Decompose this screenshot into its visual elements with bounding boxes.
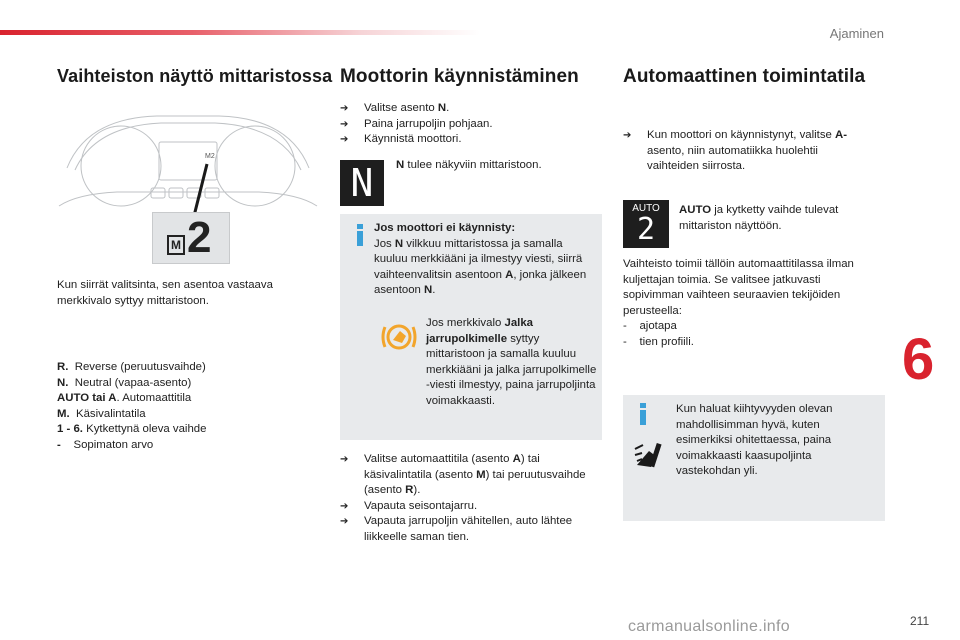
display-mode-letter: M (167, 235, 185, 255)
auto-explanation: Vaihteisto toimii tällöin automaattitilassa ilman kuljettajan toimia. Se valitsee jatkuvasti sopivimman vaihteen seuraavien tekijöiden perusteella: - ajotapa - tien profiili. (623, 257, 881, 350)
drive-off-steps (340, 452, 602, 545)
page-number: 211 (910, 614, 930, 628)
watermark: carmanualsonline.info (628, 618, 790, 635)
info-icon (635, 403, 651, 425)
legend-item-r: R. Reverse (peruutusvaihde) (57, 361, 206, 373)
svg-text:M2: M2 (205, 153, 215, 160)
display-gear-number: 2 (187, 213, 212, 262)
auto-step: ➔ Kun moottori on käynnistynyt, valitse A-asento, niin automatiikka huolehtii vaihteiden siirrosta. (623, 129, 848, 172)
auto-display (623, 200, 669, 248)
arrow-bullet-icon: ➔ (340, 454, 349, 465)
auto-display-label: AUTO (632, 203, 660, 214)
section-name: Ajaminen (829, 26, 884, 41)
accelerator-foot-icon (633, 439, 667, 471)
kickdown-text: Kun haluat kiihtyvyyden olevan mahdollisimman hyvä, kuten esimerkiksi ohitettaessa, paina voimakkaasti kaasupoljinta vastekohdan yli. (676, 403, 833, 477)
start-step-3: ➔ Käynnistä moottori. (340, 132, 590, 148)
col1-intro: Kun siirrät valitsinta, sen asentoa vastaava merkkivalo syttyy mittaristoon. (57, 279, 273, 307)
gear-display-closeup (152, 212, 230, 264)
legend-item-m: M. Käsivalintatila (57, 407, 146, 420)
drive-step-2: ➔ Vapauta seisontajarru. (340, 499, 602, 515)
arrow-bullet-icon: ➔ (340, 516, 349, 527)
instrument-cluster-illustration (57, 108, 319, 264)
start-step-2: ➔ Paina jarrupoljin pohjaan. (340, 117, 590, 133)
legend-item-n: N. Neutral (vapaa-asento) (57, 376, 192, 389)
neutral-display-letter: N (350, 161, 374, 205)
auto-factor-2: - tien profiili. (623, 335, 694, 348)
start-steps (340, 101, 590, 148)
brake-warning-text: Jos merkkivalo Jalka jarrupolkimelle syttyy mittaristoon ja samalla kuuluu merkkiääni ja jalka jarrupolkimelle -viesti ilmestyy, paina jarrupoljinta voimakkaasti. (426, 317, 597, 407)
start-step-1: ➔ Valitse asento N. (340, 101, 590, 117)
arrow-bullet-icon: ➔ (340, 500, 349, 512)
drive-step-3: ➔ Vapauta jarrupoljin vähitellen, auto lähtee liikkeelle saman tien. (340, 515, 573, 543)
col2-title: Moottorin käynnistäminen (340, 66, 579, 87)
auto-display-gear: 2 (636, 212, 656, 247)
arrow-bullet-icon: ➔ (340, 103, 349, 114)
header-accent-bar (0, 30, 480, 35)
auto-factor-1: - ajotapa (623, 320, 677, 332)
info-box-start-failure (340, 214, 602, 440)
arrow-bullet-icon: ➔ (623, 130, 632, 141)
neutral-note: N tulee näkyviin mittaristoon. (396, 159, 542, 171)
col3-title: Automaattinen toimintatila (623, 66, 866, 87)
info-box-kickdown (623, 395, 885, 521)
arrow-bullet-icon: ➔ (340, 118, 349, 130)
chapter-number: 6 (902, 327, 935, 392)
info-icon (352, 224, 368, 246)
arrow-bullet-icon: ➔ (340, 134, 349, 145)
start-failure-text: Jos moottori ei käynnisty: Jos N vilkkuu mittaristossa ja samalla kuuluu merkkiääni ja ilmestyy viesti, siirrä vaihteenvalitsin asentoon A, jonka jälkeen asentoon N. (374, 222, 587, 296)
legend-item-auto: AUTO tai A. Automaattitila (57, 392, 192, 404)
drive-step-1: ➔ Valitse automaattitila (asento A) tai käsivalintatila (asento M) tai peruutusvaihde (asento R). (340, 453, 586, 496)
neutral-display (340, 160, 384, 206)
auto-note: AUTO ja kytketty vaihde tulevat mittariston näyttöön. (679, 204, 839, 232)
legend-item-dash: - Sopimaton arvo (57, 438, 154, 451)
gear-legend (57, 360, 307, 453)
col1-title: Vaihteiston näyttö mittaristossa (57, 66, 333, 86)
legend-item-gears: 1 - 6. Kytkettynä oleva vaihde (57, 423, 207, 435)
